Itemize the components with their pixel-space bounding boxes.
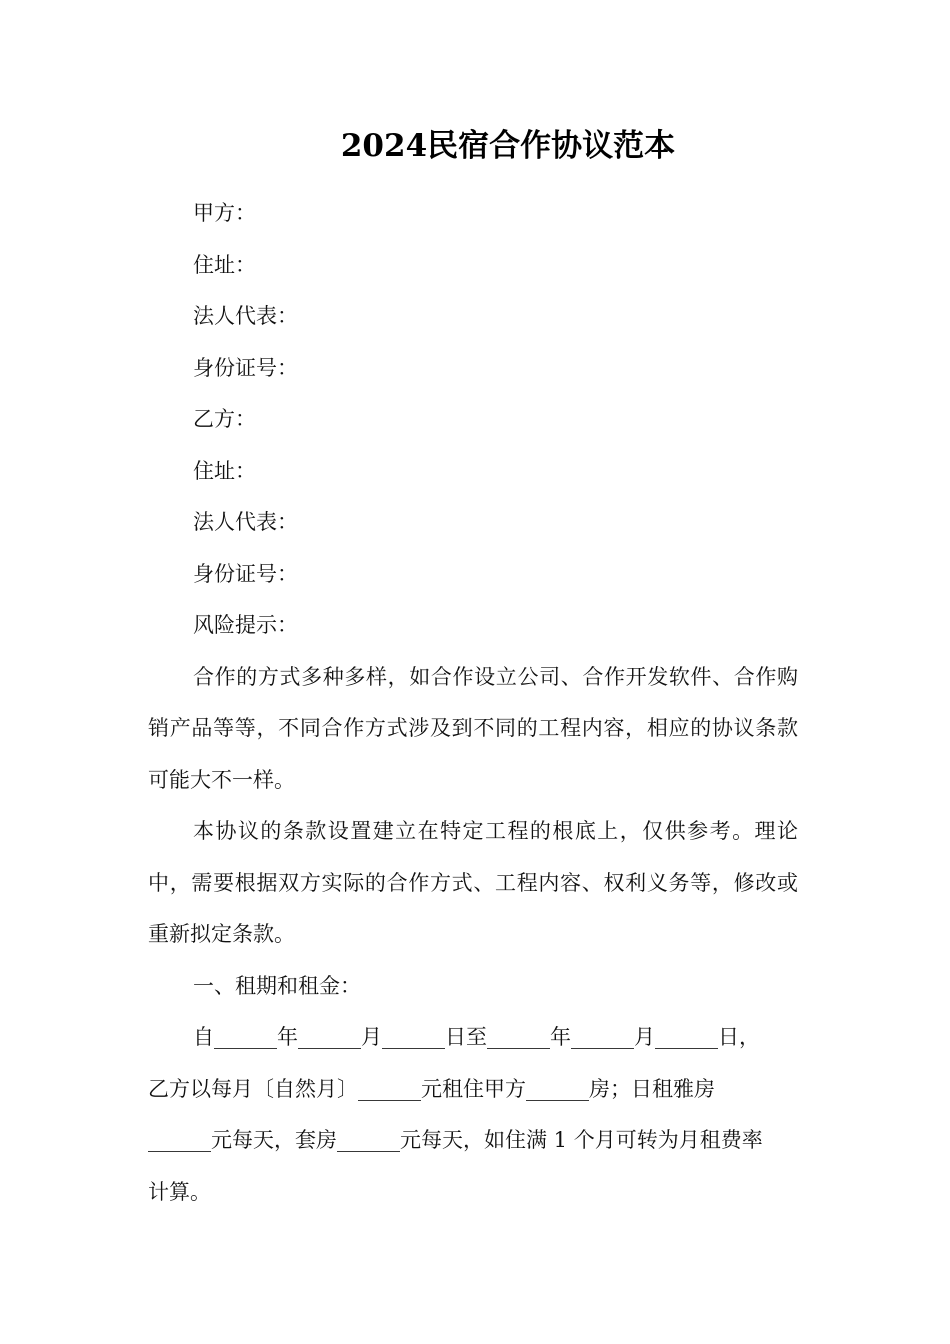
risk-paragraph-2: 本协议的条款设置建立在特定工程的根底上，仅供参考。理论中，需要根据双方实际的合作方式、工程内容、权利义务等，修改或重新拟定条款。 [148, 819, 798, 946]
party-b-id-number: 身份证号： [193, 561, 298, 586]
party-a-address: 住址： [193, 252, 256, 277]
section-1-line-3: ______元每天，套房______元每天，如住满 1 个月可转为月租费率 [148, 1128, 763, 1152]
party-a-label: 甲方： [193, 201, 256, 225]
section-1-line-2: 乙方以每月〔自然月〕______元租住甲方______房；日租雅房 [148, 1076, 715, 1101]
section-1-line-1: 自______年______月______日至______年______月______日， [193, 1025, 760, 1049]
risk-label: 风险提示： [193, 613, 298, 637]
section-1-line-4: 计算。 [148, 1179, 211, 1204]
section-1-heading: 一、租期和租金： [193, 973, 361, 998]
party-a-id-number: 身份证号： [193, 355, 298, 380]
risk-paragraph-1: 合作的方式多种多样，如合作设立公司、合作开发软件、合作购销产品等等，不同合作方式涉及到不同的工程内容，相应的协议条款可能大不一样。 [148, 664, 798, 792]
document-title: 2024民宿合作协议范本 [340, 128, 676, 164]
party-b-legal-rep: 法人代表： [193, 510, 298, 534]
party-b-label: 乙方： [193, 407, 256, 431]
document-body [148, 188, 798, 1218]
party-b-address: 住址： [193, 458, 256, 483]
party-a-legal-rep: 法人代表： [193, 304, 298, 328]
